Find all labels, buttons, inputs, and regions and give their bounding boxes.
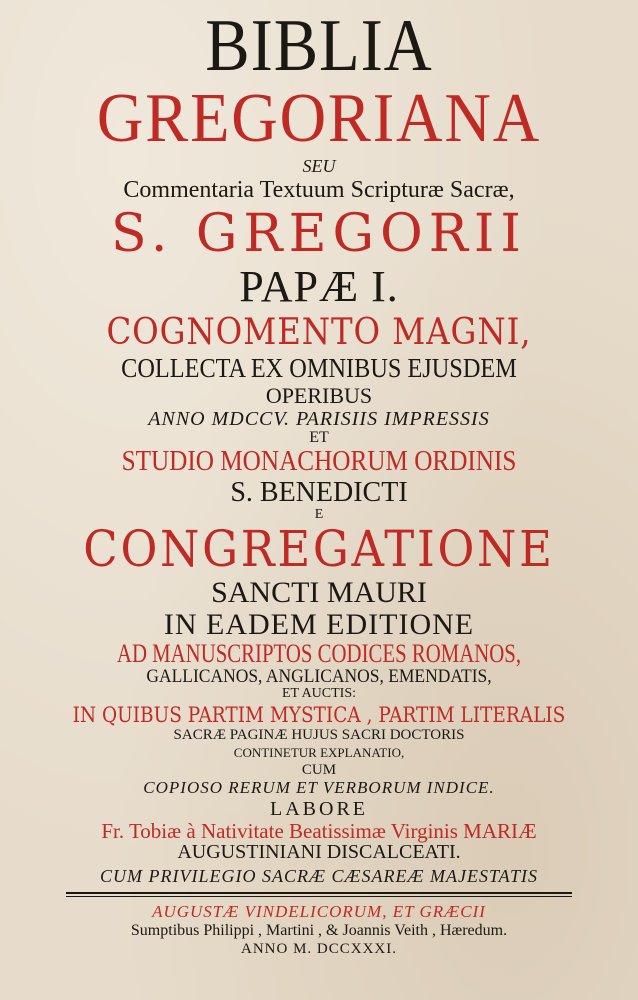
- labore-text: LABORE: [270, 798, 368, 820]
- continetur-text: CONTINETUR EXPLANATIO,: [233, 744, 405, 760]
- sumptibus-imprint: Sumptibus Philippi , Martini , & Joannis Veith , Hæredum.: [130, 921, 508, 939]
- seu-text: SEU: [302, 156, 336, 177]
- et-auctis-text: ET AUCTIS:: [281, 686, 357, 702]
- augustae-imprint: AUGUSTÆ VINDELICORUM, ET GRÆCII: [152, 901, 486, 921]
- cognomento-heading: COGNOMENTO MAGNI,: [106, 312, 532, 354]
- title-biblia: BIBLIA: [205, 5, 433, 87]
- sacrae-paginae-text: SACRÆ PAGINÆ HUJUS SACRI DOCTORIS: [173, 727, 465, 744]
- papae-heading: PAPÆ I.: [239, 261, 399, 311]
- anno-impressis-text: ANNO MDCCV. PARISIIS IMPRESSIS: [148, 408, 490, 431]
- s-gregorii-heading: S. GREGORII: [111, 204, 527, 265]
- e-text: E: [314, 506, 324, 522]
- copioso-text: COPIOSO RERUM ET VERBORUM INDICE.: [143, 778, 495, 798]
- congregatione-heading: CONGREGATIONE: [83, 519, 555, 578]
- studio-heading: STUDIO MONACHORUM ORDINIS: [121, 446, 517, 478]
- s-benedicti-heading: S. BENEDICTI: [230, 477, 408, 509]
- title-gregoriana: GREGORIANA: [96, 79, 542, 157]
- commentaria-text: Commentaria Textuum Scripturæ Sacræ,: [123, 177, 515, 204]
- et-text: ET: [309, 429, 329, 447]
- in-eadem-text: IN EADEM EDITIONE: [163, 607, 475, 641]
- tobiae-text: Fr. Tobiæ à Nativitate Beatissimæ Virginis MARIÆ: [101, 819, 537, 843]
- privilegio-text: CUM PRIVILEGIO SACRÆ CÆSAREÆ MAJESTATIS: [100, 866, 538, 887]
- in-quibus-text: IN QUIBUS PARTIM MYSTICA , PARTIM LITERALIS: [72, 702, 566, 727]
- anno-date: ANNO M. DCCXXXI.: [240, 940, 397, 957]
- cum-text: CUM: [301, 762, 337, 779]
- ad-manuscriptos-text: AD MANUSCRIPTOS CODICES ROMANOS,: [116, 639, 522, 669]
- operibus-text: OPERIBUS: [265, 383, 373, 409]
- gallicanos-text: GALLICANOS, ANGLICANOS, EMENDATIS,: [146, 666, 492, 688]
- augustiniani-text: AUGUSTINIANI DISCALCEATI.: [177, 841, 461, 864]
- divider-rule: [66, 892, 572, 897]
- sancti-mauri-heading: SANCTI MAURI: [211, 576, 427, 610]
- collecta-text: COLLECTA EX OMNIBUS EJUSDEM: [121, 352, 517, 383]
